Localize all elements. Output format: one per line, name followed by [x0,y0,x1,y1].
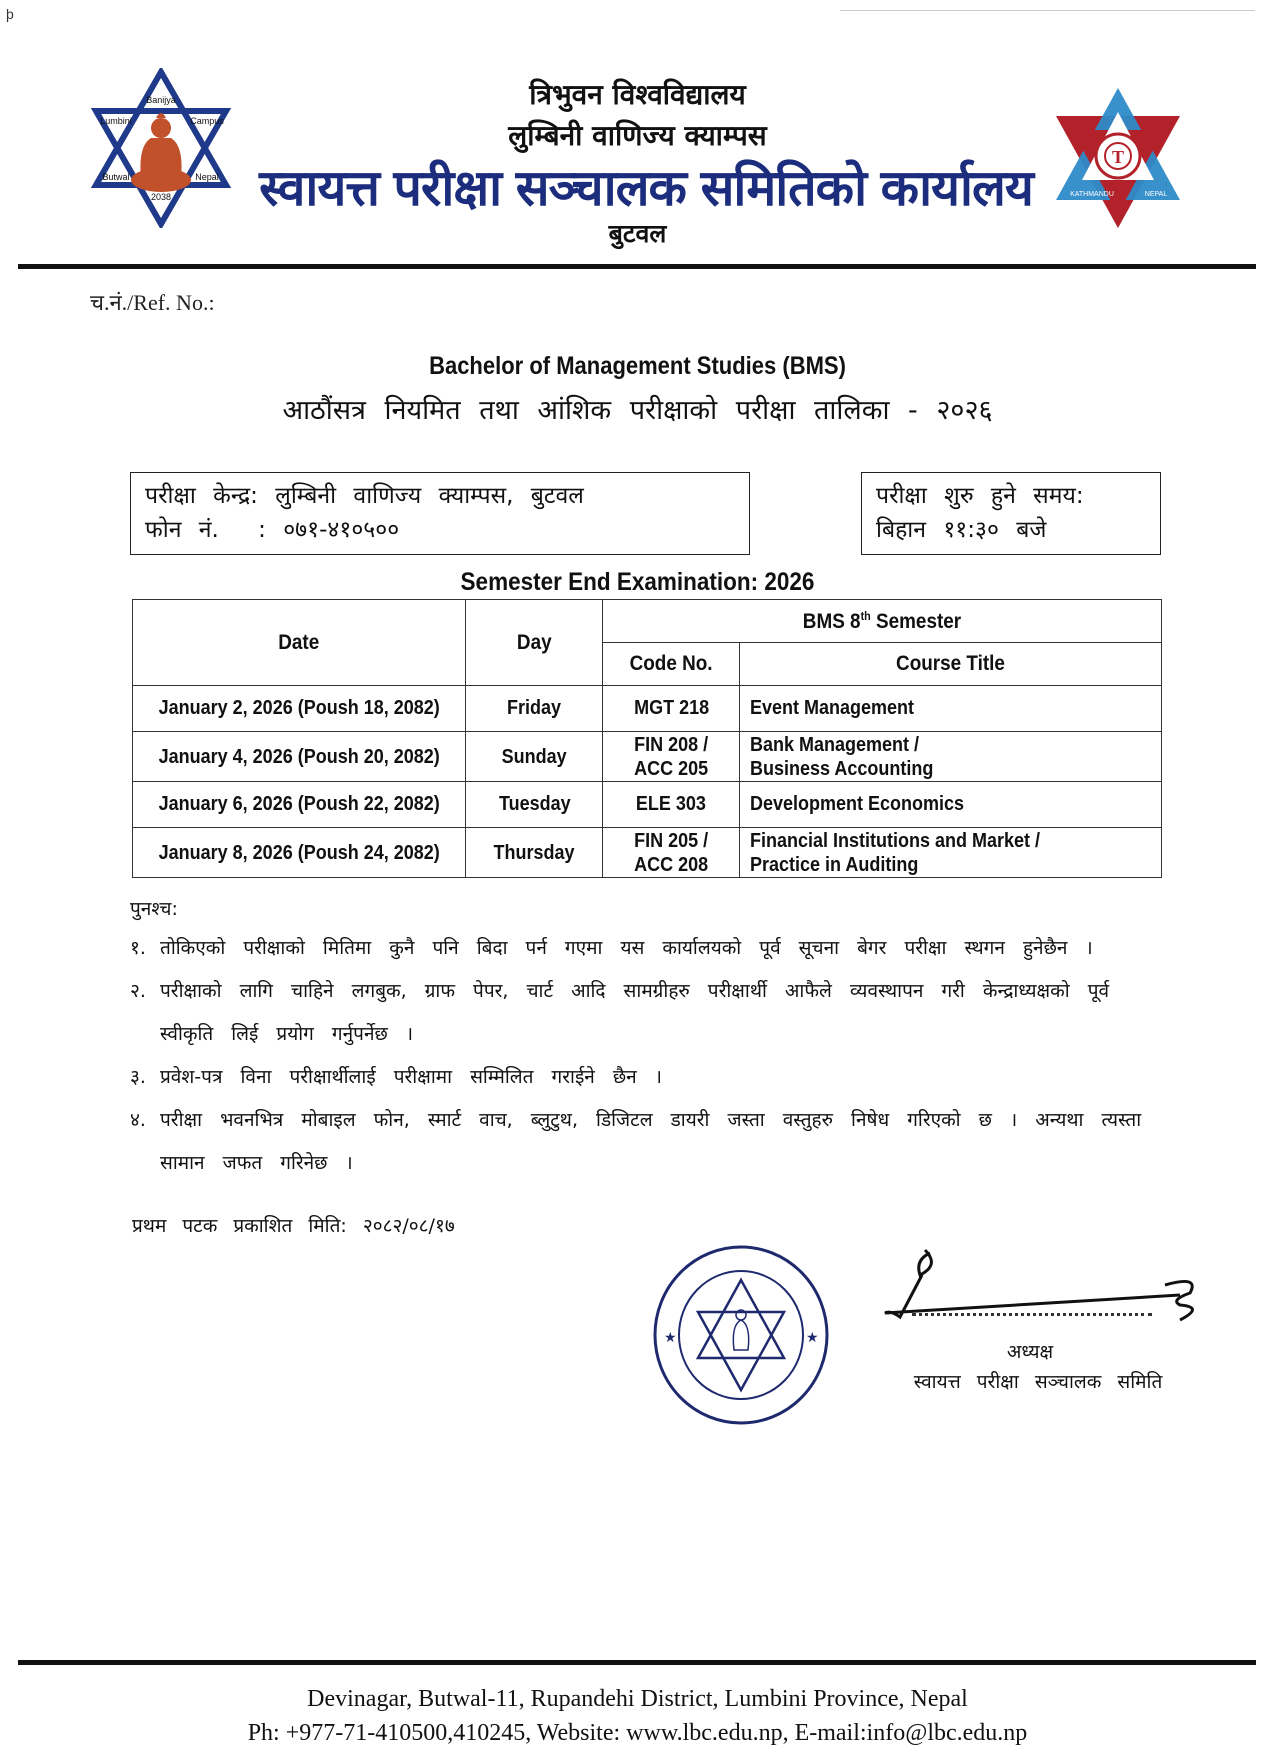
cell-date: January 8, 2026 (Poush 24, 2082) [133,828,466,878]
scan-edge-line [840,10,1255,11]
note-item [130,1056,1170,1099]
note-item [130,1099,1170,1185]
cell-course-title: Bank Management / Business Accounting [740,732,1162,782]
svg-text:Banijya: Banijya [146,95,176,105]
note-number: ३. [130,1066,146,1088]
note-item [130,970,1170,1056]
cell-code: FIN 205 / ACC 208 [603,828,740,878]
note-text: परीक्षाको लागि चाहिने लगबुक, ग्राफ पेपर, चार्ट आदि सामग्रीहरु परीक्षार्थी आफैले व्यवस्थापन गरी केन्द्राध्यक्षको पूर्व स्वीकृति लिई प्रयोग गर्नुपर्नेछ । [160,980,1110,1045]
phone-label: फोन नं. [145,517,219,543]
svg-text:Nepal: Nepal [195,172,219,182]
exam-time-box [861,472,1161,555]
signatory-organization: स्वायत्त परीक्षा सञ्चालक समिति [913,1371,1163,1393]
exam-center-box [130,472,750,555]
svg-text:Butwal: Butwal [102,172,130,182]
exam-schedule-table [132,599,1162,878]
signatory-role: अध्यक्ष [1006,1341,1054,1363]
program-title: Bachelor of Management Studies (BMS) [429,352,846,380]
note-text: प्रवेश-पत्र विना परीक्षार्थीलाई परीक्षामा सम्मिलित गराईने छैन । [160,1066,662,1088]
star-icon [664,1329,819,1345]
scan-mark: ϸ [6,6,14,22]
notes-heading: पुनश्च: [130,898,178,920]
cell-day: Thursday [466,828,603,878]
column-group-header-semester: BMS 8th Semester [603,600,1162,643]
svg-text:★: ★ [664,1329,677,1345]
table-row [133,686,1162,732]
column-header-code: Code No. [603,643,740,686]
svg-text:Campus: Campus [190,116,224,126]
exam-center-value: लुम्बिनी वाणिज्य क्याम्पस, बुटवल [275,483,584,509]
column-header-day: Day [466,600,603,686]
footer-address: Devinagar, Butwal-11, Rupandehi District, Lumbini Province, Nepal [307,1686,968,1712]
signature-line [912,1313,1152,1316]
cell-code: MGT 218 [603,686,740,732]
schedule-table-title: Semester End Examination: 2026 [460,568,815,596]
schedule-title-nepali: आठौंसत्र नियमित तथा आंशिक परीक्षाको परीक्षा तालिका - २०२६ [282,395,993,426]
cell-code: FIN 208 / ACC 205 [603,732,740,782]
cell-course-title: Development Economics [740,782,1162,828]
cell-day: Sunday [466,732,603,782]
reference-number-label: च.नं./Ref. No.: [90,290,215,315]
cell-course-title: Event Management [740,686,1162,732]
svg-text:NEPAL: NEPAL [1144,191,1168,198]
table-row [133,782,1162,828]
cell-course-title: Financial Institutions and Market / Practice in Auditing [740,828,1162,878]
note-number: ४. [130,1109,146,1131]
footer-contact: Ph: +977-71-410500,410245, Website: www.lbc.edu.np, E-mail:info@lbc.edu.np [247,1720,1028,1746]
column-header-date: Date [133,600,466,686]
phone-separator: : [258,517,266,543]
svg-text:KATHMANDU: KATHMANDU [1070,191,1114,198]
exam-time-value: बिहान ११:३० बजे [876,517,1047,543]
office-name: स्वायत्त परीक्षा सञ्चालक समितिको कार्यालय [259,159,1033,217]
footer-divider [18,1660,1256,1665]
table-row [133,732,1162,782]
header-divider [18,264,1256,269]
column-header-course-title: Course Title [740,643,1162,686]
note-number: १. [130,937,146,959]
cell-day: Friday [466,686,603,732]
svg-text:★: ★ [806,1329,819,1345]
office-location: बुटवल [608,219,667,248]
table-header-row [133,600,1162,643]
note-number: २. [130,980,146,1002]
signature [880,1245,1210,1335]
office-stamp [646,1240,836,1430]
campus-name: लुम्बिनी वाणिज्य क्याम्पस [508,119,767,152]
cell-date: January 6, 2026 (Poush 22, 2082) [133,782,466,828]
svg-text:Lumbini: Lumbini [100,116,132,126]
exam-center-label: परीक्षा केन्द्र: [145,483,258,509]
svg-text:T: T [1111,147,1125,167]
exam-time-label: परीक्षा शुरु हुने समय: [876,483,1084,509]
cell-date: January 4, 2026 (Poush 20, 2082) [133,732,466,782]
note-text: परीक्षा भवनभित्र मोबाइल फोन, स्मार्ट वाच, ब्लुटुथ, डिजिटल डायरी जस्ता वस्तुहरु निषेध गरिएको छ । अन्यथा त्यस्ता सामान जफत गरिनेछ । [160,1109,1142,1174]
first-published-date: प्रथम पटक प्रकाशित मिति: २०८२/०८/१७ [132,1215,455,1237]
cell-date: January 2, 2026 (Poush 18, 2082) [133,686,466,732]
notes-section [130,895,1170,1185]
note-item [130,927,1170,970]
exam-center-line [145,479,735,513]
phone-line [145,513,735,547]
table-row [133,828,1162,878]
cell-code: ELE 303 [603,782,740,828]
phone-value: ०७१-४१०५०० [283,517,400,543]
note-text: तोकिएको परीक्षाको मितिमा कुनै पनि बिदा पर्न गएमा यस कार्यालयको पूर्व सूचना बेगर परीक्षा स्थगन हुनेछैन । [160,937,1093,959]
svg-text:2038: 2038 [150,192,172,202]
cell-day: Tuesday [466,782,603,828]
university-name: त्रिभुवन विश्वविद्यालय [529,78,746,111]
